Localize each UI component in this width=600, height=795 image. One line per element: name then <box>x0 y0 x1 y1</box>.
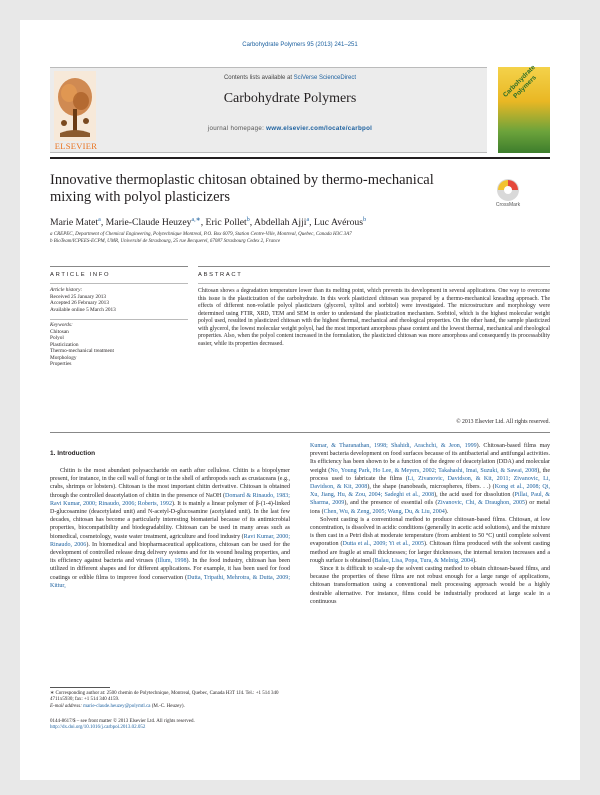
journal-reference[interactable]: Carbohydrate Polymers 95 (2013) 241–251 <box>242 42 358 48</box>
citation-link[interactable]: Li, Zivanovic, Davidson, & Kit, 2011; Zivanovic, Li, Davidson, & Kit, 2008 <box>310 475 550 491</box>
issn-line: 0144-8617/$ – see front matter © 2013 Elsevier Ltd. All rights reserved. <box>50 719 195 724</box>
email-line <box>50 704 290 710</box>
corresponding-author-note: ∗ Corresponding author at: 2500 chemin de Polytechnique, Montreal, Quebec, Canada H3T 1J4. Tel.: +1 514 340 4711x5930; fax: +1 514 340 4159. <box>50 691 279 703</box>
citation-link[interactable]: Kong et al., 2008; Qi, Xu, Jiang, Hu, & Zou, 2004; Sadeghi et al., 2008 <box>310 484 550 499</box>
citation-link[interactable]: Kumar, & Tharanathan, 1998; Shahidi, Arachchi, & Jeon, 1999 <box>310 443 477 449</box>
journal-homepage-link[interactable]: www.elsevier.com/locate/carbpol <box>266 125 373 132</box>
keyword-item: Plasticization <box>50 341 79 348</box>
paragraph-text: ). Chitosan films produced with the solvent casting method are fragile at small thicknesses; for larger thicknesses, the internal tension increases and a rough surface is obtained ( <box>310 541 550 564</box>
keywords-rule <box>50 319 188 320</box>
author-affiliation-mark[interactable]: b <box>246 217 250 223</box>
header-divider <box>50 157 550 159</box>
author-affiliation-mark[interactable]: a,∗ <box>191 217 201 223</box>
paragraph-text: ). <box>444 508 449 515</box>
paragraph-text: ). Chitosan-based films may prevent bacteria development on food surfaces because of its antibacterial and antifungal activities. Its efficiency has been shown to be a function of the degree of deacetylation (DDA) and molecular weight ( <box>310 443 550 474</box>
crossmark-badge[interactable] <box>490 178 550 208</box>
keyword-item: Polyol <box>50 335 64 341</box>
publisher-logo-text: ELSEVIER <box>54 141 98 151</box>
citation-link[interactable]: Dutta, Tripathi, Mehrotra, & Dutta, 2009; Kittur, <box>50 574 290 589</box>
keywords-block <box>50 322 188 368</box>
email-label: E-mail address: <box>50 703 84 709</box>
doi-link[interactable]: http://dx.doi.org/10.1016/j.carbpol.2013.02.052 <box>50 725 146 731</box>
author-name[interactable]: Marie-Claude Heuzey <box>105 217 192 229</box>
author-name[interactable]: Eric Pollet <box>205 217 247 229</box>
article-history <box>50 287 188 313</box>
author-name[interactable]: Marie Matet <box>50 217 99 229</box>
author-email-link[interactable]: marie-claude.heuzey@polymtl.ca <box>83 703 151 709</box>
author-affiliation-mark[interactable]: a <box>98 217 101 223</box>
citation-link[interactable]: Domard & Rinaudo, 1983; Ravi Kumar, 2000; Rinaudo, 2006; Roberts, 1992 <box>50 492 290 507</box>
contents-availability-line <box>140 75 440 81</box>
paragraph-text: Chitin is the most abundant polysaccharide on earth after cellulose. Chitin is a biopolymer present, for instance, in the cell wall of fungi or in the shell of arthropods such as crustaceans (e.g., crabs, shrimps or lobsters). Chitosan is the most important chitin derivative. Chitosan is obtained through the controlled deacetylation of chitin in the presence of NaOH ( <box>50 468 290 499</box>
intro-paragraph <box>310 516 550 565</box>
citation-link[interactable]: Zivanovic, Chi, & Draughon, 2005 <box>437 500 526 507</box>
article-page <box>20 20 580 780</box>
abstract-text: Chitosan shows a degradation temperature lower than its melting point, which prevents its development in several applications. One way to overcome this issue is the plasticization of the carbohydrate. In this work plasticized chitosan was prepared by a thermo-mechanical kneading approach. The effects of different non-volatile polyol plasticizers (glycerol, xylitol and sorbitol) were investigated. The microstructure and morphology were determined using FTIR, XRD, TEM and SEM in order to understand the plasticization mechanism. Sorbitol, which is the highest molecular weight polyol used, resulted in plasticized chitosan with the highest thermal, mechanical and rheological properties. On the other hand, the sample plasticized with glycerol, the lowest molecular weight polyol, had the most important amorphous phase content and the lowest thermal, mechanical and rheological properties. Also, when the polyol content increased in the formulation, the plasticized chitosan was more amorphous and consequently its processability easier, while its properties decreased. <box>198 288 550 347</box>
paragraph-text: ), the shape (nanobeads, microspheres, fibers. . .) ( <box>367 484 495 491</box>
keywords-label: Keywords: <box>50 322 73 328</box>
article-info-top-rule <box>50 266 188 267</box>
intro-paragraph <box>50 467 290 590</box>
paragraph-text: ). It is mainly a linear polymer of β-(1-4)-linked D-glucosamine (deacetylated unit) and N-acetyl-D-glucosamine (acetylated unit). In the last few decades, chitosan has become a particularly interesting biomaterial because of its antimicrobial properties, biocompatibility and biodegradability. Chitosan can be used in many areas such as biomedical, cosmetology, waste water treatment, agriculture and food industry ( <box>50 500 290 540</box>
paragraph-text: ) or metal ions ( <box>310 500 550 515</box>
article-info-heading: ARTICLE INFO <box>50 272 111 278</box>
publication-footer <box>50 719 350 732</box>
author-affiliation-mark[interactable]: a <box>306 217 310 223</box>
paragraph-text: ), the acid used for dissolution ( <box>434 492 515 499</box>
sciencedirect-link[interactable]: SciVerse ScienceDirect <box>293 75 357 81</box>
history-label: Article history: <box>50 287 83 293</box>
paragraph-text: ), the process used to fabricate the films ( <box>310 467 551 482</box>
affiliation-a: a CREPEC, Department of Chemical Engineering, Polytechnique Montreal, P.O. Box 6079, Station Centre-Ville, Montreal, Quebec, Canada H3C 3A7 <box>50 232 352 237</box>
intro-paragraph <box>310 442 550 516</box>
citation-link[interactable]: Ravi Kumar, 2000; Rinaudo, 2006 <box>50 533 290 548</box>
article-info-rule <box>50 283 188 284</box>
journal-title: Carbohydrate Polymers <box>223 91 357 106</box>
contents-prefix: Contents lists available at <box>223 75 294 81</box>
citation-link[interactable]: Chen, Wu, & Zeng, 2005; Wang, Du, & Liu, 2004 <box>323 508 445 515</box>
abstract-top-rule <box>198 266 550 267</box>
article-title: Innovative thermoplastic chitosan obtained by thermo-mechanical mixing with polyol plasticizers <box>50 172 434 205</box>
history-online: Available online 5 March 2013 <box>50 306 116 313</box>
crossmark-icon <box>496 178 520 202</box>
abstract-heading: ABSTRACT <box>198 272 243 278</box>
abstract-bottom-rule <box>50 432 550 433</box>
author-list: Marie Matet$^a$, Marie-Claude Heuzey$^{a,∗}$, Eric Pollet$^b$, Abdellah Ajji$^a$, Luc Avérous$^b$ <box>50 217 367 229</box>
paragraph-text: Since it is difficult to scale-up the solvent casting method to obtain chitosan-based films, and because the properties of these films are not robust enough for a large range of applications, chitosan transformation using a conventional melt processing approach would be a highly desirable alternative. For instance, films could be industrially produced at large scale in a continuous <box>310 566 550 605</box>
abstract-copyright: © 2013 Elsevier Ltd. All rights reserved. <box>456 419 550 425</box>
paragraph-text: ). In biomedical and biopharmaceutical applications, chitosan can be used for the development of controlled release drug delivery systems and for its wound healing properties, and its efficiency against bacteria and viruses ( <box>50 541 290 565</box>
crossmark-label: CrossMark <box>495 202 521 208</box>
citation-link[interactable]: Pillai, Paul, & Sharma, 2009 <box>310 492 550 507</box>
citation-link[interactable]: No, Young Park, Ho Lee, & Meyers, 2002; Takahashi, Imai, Suzuki, & Sawai, 2008 <box>330 467 538 474</box>
keyword-item: Properties <box>50 361 72 367</box>
history-received: Received 25 January 2013 <box>50 293 107 300</box>
introduction-heading: 1. Introduction <box>50 450 96 457</box>
email-suffix: (M.-C. Heuzey). <box>150 703 185 709</box>
author-affiliation-mark[interactable]: b <box>363 217 367 223</box>
journal-homepage-line <box>140 125 440 132</box>
footnote-rule <box>50 687 110 688</box>
elsevier-tree-logo-icon <box>54 71 96 141</box>
citation-link[interactable]: Balau, Lisa, Popa, Tura, & Melnig, 2004 <box>374 557 474 564</box>
citation-link[interactable]: Illum, 1998 <box>157 558 187 565</box>
paragraph-text: ). In the food industry, chitosan has been utilized in different shapes and for different applications. For example, it has been used for food coatings or edible films to improve food conservation ( <box>50 558 291 581</box>
history-accepted: Accepted 26 February 2013 <box>50 300 109 306</box>
corresponding-footnote <box>50 691 290 710</box>
paragraph-text: Solvent casting is a conventional method to produce chitosan-based films. Chitosan, at low concentration, is dissolved in acidic conditions (generally in acetic acid solutions), and the mixture is then cast in a Petri dish at moderate temperature (from ambient to 50 °C) until complete solvent evaporation ( <box>310 516 550 548</box>
intro-paragraph <box>310 565 550 606</box>
affiliation-b: b BioTeam/ICPEES-ECPM, UMR, Université de Strasbourg, 25 rue Becquerel, 67087 Strasbourg Cedex 2, France <box>50 239 281 244</box>
abstract-rule <box>198 283 550 284</box>
cover-title: Carbohydrate Polymers <box>501 63 538 100</box>
citation-link[interactable]: Dutta et al., 2009; Yi et al., 2005 <box>342 541 425 548</box>
paragraph-text: ). <box>473 557 477 564</box>
keyword-item: Thermo-mechanical treatment <box>50 348 114 354</box>
intro-left-column <box>50 467 290 590</box>
paragraph-text: ), and the presence of essential oils ( <box>344 500 438 507</box>
author-name[interactable]: Abdellah Ajji <box>254 217 307 229</box>
keyword-item: Morphology <box>50 354 77 361</box>
homepage-prefix: journal homepage: <box>207 125 267 132</box>
author-name[interactable]: Luc Avérous <box>314 217 364 229</box>
intro-right-column <box>310 442 550 606</box>
keyword-item: Chitosan <box>50 328 69 335</box>
